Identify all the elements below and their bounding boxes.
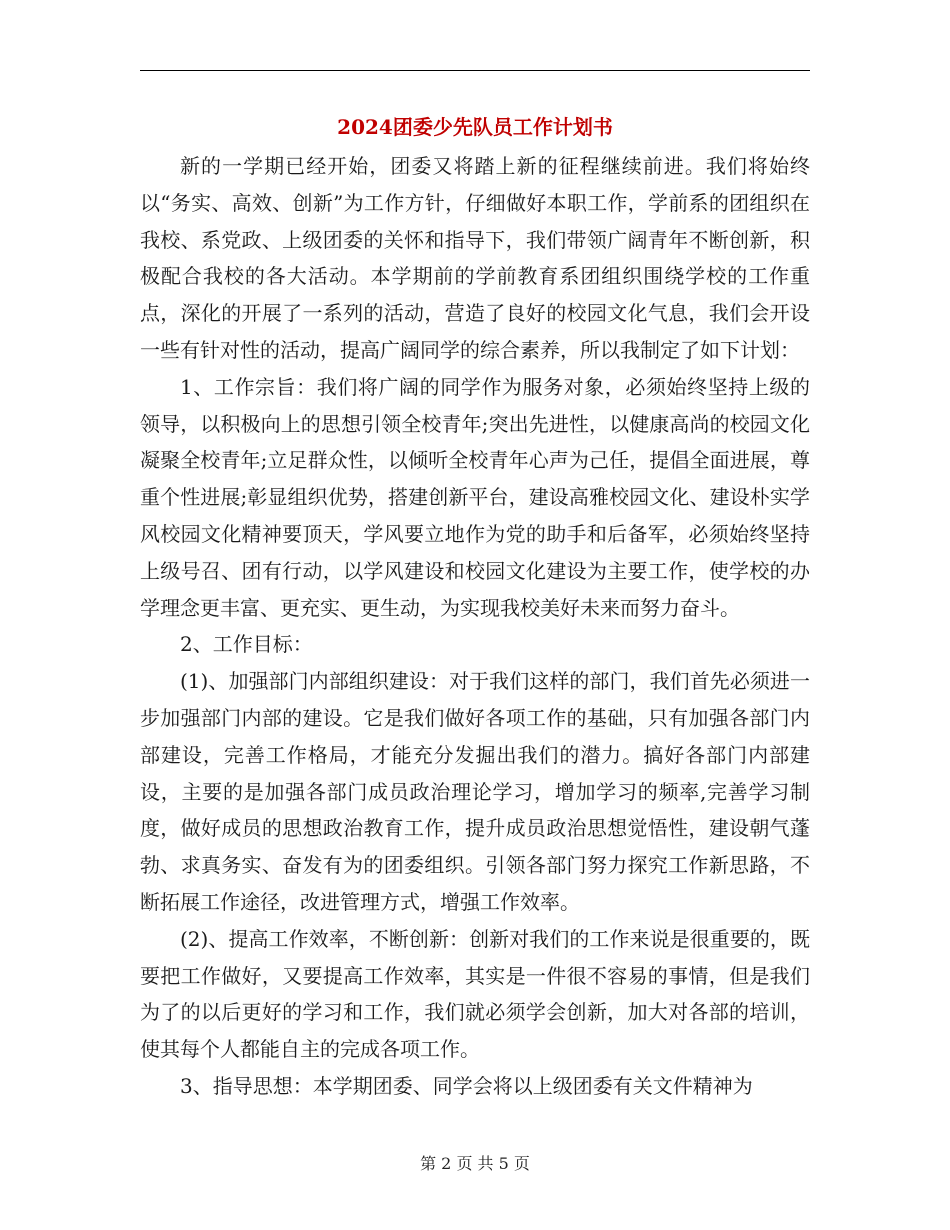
document-body: [140, 148, 810, 1105]
page-number: 第 2 页 共 5 页: [420, 1154, 530, 1173]
document-title: 2024团委少先队员工作计划书: [337, 115, 613, 139]
paragraph-goals-heading: 2、工作目标：: [180, 632, 313, 657]
paragraph-intro: 新的一学期已经开始，团委又将踏上新的征程继续前进。我们将始终以“务实、高效、创新”为工作方针，仔细做好本职工作，学前系的团组织在我校、系党政、上级团委的关怀和指导下，我们带领广阔青年不断创新，积极配合我校的各大活动。本学期前的学前教育系团组织围绕学校的工作重点，深化的开展了一系列的活动，营造了良好的校园文化气息，我们会开设一些有针对性的活动，提高广阔同学的综合素养，所以我制定了如下计划：: [140, 154, 810, 362]
paragraph-goal-2: (2)、提高工作效率，不断创新：创新对我们的工作来说是很重要的，既要把工作做好，又要提高工作效率，其实是一件很不容易的事情，但是我们为了的以后更好的学习和工作，我们就必须学会创新，加大对各部的培训，使其每个人都能自主的完成各项工作。: [140, 926, 810, 1062]
paragraph-purpose: 1、工作宗旨：我们将广阔的同学作为服务对象，必须始终坚持上级的领导，以积极向上的思想引领全校青年;突出先进性，以健康高尚的校园文化凝聚全校青年;立足群众性，以倾听全校青年心声为己任，提倡全面进展，尊重个性进展;彰显组织优势，搭建创新平台，建设高雅校园文化、建设朴实学风校园文化精神要顶天，学风要立地作为党的助手和后备军，必须始终坚持上级号召、团有行动，以学风建设和校园文化建设为主要工作，使学校的办学理念更丰富、更充实、更生动，为实现我校美好未来而努力奋斗。: [140, 374, 810, 620]
header-rule: [140, 70, 810, 71]
paragraph-goal-1: (1)、加强部门内部组织建设：对于我们这样的部门，我们首先必须进一步加强部门内部的建设。它是我们做好各项工作的基础，只有加强各部门内部建设，完善工作格局，才能充分发掘出我们的潜力。搞好各部门内部建设，主要的是加强各部门成员政治理论学习，增加学习的频率,完善学习制度，做好成员的思想政治教育工作，提升成员政治思想觉悟性，建设朝气蓬勃、求真务实、奋发有为的团委组织。引领各部门努力探究工作新思路，不断拓展工作途径，改进管理方式，增强工作效率。: [140, 669, 810, 914]
paragraph-guiding-thought: 3、指导思想：本学期团委、同学会将以上级团委有关文件精神为: [180, 1073, 753, 1098]
